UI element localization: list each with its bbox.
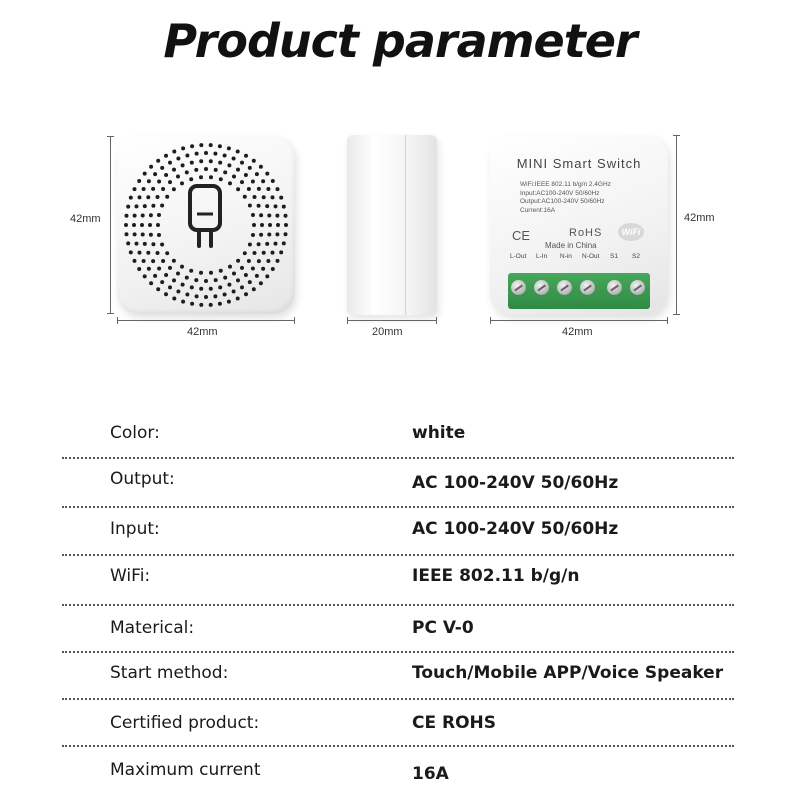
row-divider xyxy=(62,506,734,508)
spec-label: Color: xyxy=(110,423,160,443)
speaker-dot xyxy=(156,195,160,199)
speaker-dot xyxy=(157,213,161,217)
speaker-dot xyxy=(185,276,189,280)
speaker-dot xyxy=(147,267,151,271)
speaker-dot xyxy=(268,223,272,227)
speaker-dot xyxy=(199,287,203,291)
speaker-dot xyxy=(185,170,189,174)
speaker-dot xyxy=(252,159,256,163)
back-width-line xyxy=(490,320,668,321)
speaker-dot xyxy=(247,259,251,263)
speaker-dot xyxy=(199,159,203,163)
speaker-dot xyxy=(180,181,184,185)
speaker-dot xyxy=(156,287,160,291)
speaker-dot xyxy=(194,278,198,282)
front-height-tick-bottom xyxy=(107,313,114,314)
spec-row-start-method xyxy=(0,663,800,687)
spec-row-max-current xyxy=(0,760,800,784)
spec-value: AC 100-240V 50/60Hz xyxy=(412,473,619,493)
speaker-dot xyxy=(133,187,137,191)
speaker-dot xyxy=(232,290,236,294)
front-width-tick-left xyxy=(117,317,118,324)
speaker-dot xyxy=(176,272,180,276)
screw-icon xyxy=(534,280,549,295)
back-width-tick-right xyxy=(667,317,668,324)
speaker-dot xyxy=(190,285,194,289)
spec-row-wifi xyxy=(0,566,800,590)
speaker-dot xyxy=(213,152,217,156)
speaker-dot xyxy=(160,280,164,284)
speaker-dot xyxy=(247,187,251,191)
speaker-dot xyxy=(251,233,255,237)
speaker-dot xyxy=(141,214,145,218)
speaker-dot xyxy=(276,223,280,227)
speaker-dot xyxy=(265,242,269,246)
spec-row-color xyxy=(0,423,800,447)
speaker-dot xyxy=(244,273,248,277)
speaker-dot xyxy=(133,232,137,236)
terminal-block xyxy=(508,273,650,309)
speaker-dot xyxy=(236,278,240,282)
front-height-label: 42mm xyxy=(70,213,101,225)
speaker-dot xyxy=(181,283,185,287)
speaker-dot xyxy=(153,172,157,176)
speaker-dot xyxy=(228,265,232,269)
speaker-dot xyxy=(236,168,240,172)
front-device xyxy=(117,136,295,314)
speaker-dot xyxy=(284,214,288,218)
speaker-dot xyxy=(257,187,261,191)
speaker-dot xyxy=(124,223,128,227)
speaker-dot xyxy=(213,294,217,298)
speaker-dot xyxy=(165,251,169,255)
speaker-dot xyxy=(260,223,264,227)
speaker-dot xyxy=(223,154,227,158)
speaker-dot xyxy=(244,154,248,158)
speaker-dot xyxy=(274,242,278,246)
speaker-dot xyxy=(240,161,244,165)
speaker-dot xyxy=(143,274,147,278)
speaker-dot xyxy=(236,297,240,301)
speaker-dot xyxy=(156,251,160,255)
speaker-dot xyxy=(248,243,252,247)
speaker-dot xyxy=(227,300,231,304)
device-spec-line: WiFi:IEEE 802.11 b/g/n 2.4GHz xyxy=(520,181,611,188)
speaker-dot xyxy=(265,172,269,176)
speaker-dot xyxy=(132,223,136,227)
spec-label: Maximum current xyxy=(110,760,261,780)
speaker-dot xyxy=(279,250,283,254)
speaker-dot xyxy=(228,181,232,185)
speaker-dot xyxy=(251,267,255,271)
speaker-dot xyxy=(279,196,283,200)
speaker-dot xyxy=(240,180,244,184)
terminal-label: S1 xyxy=(610,253,618,260)
device-label-title: MINI Smart Switch xyxy=(516,156,642,171)
speaker-dot xyxy=(185,293,189,297)
speaker-dot xyxy=(199,143,203,147)
speaker-dot xyxy=(142,259,146,263)
speaker-dot xyxy=(284,232,288,236)
speaker-dot xyxy=(267,214,271,218)
spec-label: Materical: xyxy=(110,618,195,638)
speaker-dot xyxy=(253,195,257,199)
side-width-tick-right xyxy=(436,317,437,324)
speaker-dot xyxy=(133,214,137,218)
speaker-dot xyxy=(261,179,265,183)
terminal-label: S2 xyxy=(632,253,640,260)
speaker-dot xyxy=(232,175,236,179)
speaker-dot xyxy=(218,144,222,148)
back-width-tick-left xyxy=(490,317,491,324)
plug-icon xyxy=(190,186,220,246)
row-divider xyxy=(62,457,734,459)
speaker-dot xyxy=(240,266,244,270)
spec-label: Start method: xyxy=(110,663,229,683)
speaker-dot xyxy=(151,242,155,246)
speaker-dot xyxy=(135,242,139,246)
speaker-dot xyxy=(149,165,153,169)
spec-label: Output: xyxy=(110,469,175,489)
speaker-dot xyxy=(214,168,218,172)
page-title: Product parameter xyxy=(163,14,637,68)
speaker-dot xyxy=(204,167,208,171)
speaker-dot xyxy=(276,187,280,191)
speaker-dot xyxy=(157,267,161,271)
speaker-dot xyxy=(284,223,288,227)
speaker-dot xyxy=(275,232,279,236)
speaker-dot xyxy=(168,180,172,184)
rohs-mark: RoHS xyxy=(569,227,603,239)
speaker-dot xyxy=(164,173,168,177)
speaker-dot xyxy=(168,266,172,270)
spec-label: Input: xyxy=(110,519,160,539)
speaker-dot xyxy=(257,242,261,246)
speaker-dot xyxy=(148,223,152,227)
speaker-dot xyxy=(194,168,198,172)
speaker-dot xyxy=(151,187,155,191)
speaker-dot xyxy=(172,278,176,282)
speaker-dot xyxy=(195,294,199,298)
screw-icon xyxy=(630,280,645,295)
speaker-dot xyxy=(156,223,160,227)
speaker-dot xyxy=(219,177,223,181)
speaker-dot xyxy=(157,233,161,237)
speaker-dot xyxy=(195,152,199,156)
speaker-dot xyxy=(176,290,180,294)
speaker-dot xyxy=(218,302,222,306)
speaker-dot xyxy=(180,265,184,269)
speaker-dot xyxy=(251,180,255,184)
speaker-dot xyxy=(259,233,263,237)
side-width-line xyxy=(347,320,437,321)
speaker-dot xyxy=(218,285,222,289)
speaker-dot xyxy=(227,283,231,287)
speaker-dot xyxy=(129,250,133,254)
back-height-tick-bottom xyxy=(673,314,680,315)
speaker-dot xyxy=(160,166,164,170)
speaker-dot xyxy=(126,241,130,245)
speaker-dot xyxy=(232,272,236,276)
side-width-label: 20mm xyxy=(372,326,403,338)
speaker-dot xyxy=(143,172,147,176)
speaker-dot xyxy=(257,204,261,208)
speaker-dot xyxy=(137,179,141,183)
speaker-dot xyxy=(209,271,213,275)
speaker-dot xyxy=(282,241,286,245)
terminal-label: N-Out xyxy=(582,253,600,260)
screw-icon xyxy=(557,280,572,295)
device-spec-line: Output:AC100-240V 50/60Hz xyxy=(520,198,605,206)
speaker-dot xyxy=(252,223,256,227)
speaker-dot xyxy=(243,251,247,255)
speaker-dot xyxy=(236,150,240,154)
speaker-dot xyxy=(259,213,263,217)
speaker-dot xyxy=(172,297,176,301)
speaker-dot xyxy=(218,161,222,165)
front-height-tick-top xyxy=(107,136,114,137)
speaker-dot xyxy=(190,302,194,306)
speaker-dot xyxy=(257,259,261,263)
speaker-dot xyxy=(133,259,137,263)
spec-value: PC V-0 xyxy=(412,618,474,638)
spec-value: Touch/Mobile APP/Voice Speaker xyxy=(412,663,724,683)
speaker-dot xyxy=(209,287,213,291)
side-width-tick-left xyxy=(347,317,348,324)
speaker-dot xyxy=(176,157,180,161)
speaker-dot xyxy=(232,157,236,161)
speaker-dot xyxy=(248,166,252,170)
spec-value: IEEE 802.11 b/g/n xyxy=(412,566,580,586)
row-divider xyxy=(62,698,734,700)
speaker-dot xyxy=(266,187,270,191)
speaker-dot xyxy=(138,251,142,255)
spec-label: WiFi: xyxy=(110,566,151,586)
spec-value: AC 100-240V 50/60Hz xyxy=(412,519,619,539)
speaker-dot xyxy=(189,269,193,273)
spec-value: white xyxy=(412,423,466,443)
speaker-dot xyxy=(143,204,147,208)
speaker-dot xyxy=(168,161,172,165)
speaker-dot xyxy=(266,259,270,263)
speaker-dot xyxy=(146,195,150,199)
speaker-dot xyxy=(125,214,129,218)
side-device xyxy=(347,135,437,315)
speaker-dot xyxy=(251,213,255,217)
speaker-dot xyxy=(151,204,155,208)
speaker-dot xyxy=(274,204,278,208)
speaker-dot xyxy=(138,195,142,199)
speaker-dot xyxy=(140,223,144,227)
terminal-labels xyxy=(510,253,650,263)
speaker-dot xyxy=(265,274,269,278)
speaker-dot xyxy=(157,180,161,184)
spec-label: Certified product: xyxy=(110,713,260,733)
speaker-dot xyxy=(282,205,286,209)
speaker-dot xyxy=(214,278,218,282)
speaker-dot xyxy=(146,251,150,255)
speaker-dot xyxy=(172,259,176,263)
spec-row-certified xyxy=(0,713,800,737)
terminal-label: L-In xyxy=(536,253,548,260)
front-width-tick-right xyxy=(294,317,295,324)
side-seam xyxy=(405,135,406,315)
speaker-dot xyxy=(259,165,263,169)
speaker-dot xyxy=(181,163,185,167)
speaker-dot xyxy=(176,175,180,179)
speaker-dot xyxy=(143,242,147,246)
speaker-dot xyxy=(172,150,176,154)
front-height-line xyxy=(110,136,111,314)
speaker-dot xyxy=(151,259,155,263)
speaker-dot xyxy=(271,179,275,183)
speaker-dot xyxy=(156,159,160,163)
back-width-label: 42mm xyxy=(562,326,593,338)
speaker-dot xyxy=(137,267,141,271)
speaker-dot xyxy=(204,279,208,283)
speaker-dot xyxy=(209,175,213,179)
back-device xyxy=(490,135,668,315)
speaker-dot xyxy=(236,259,240,263)
speaker-dot xyxy=(185,154,189,158)
speaker-dot xyxy=(141,233,145,237)
speaker-grille xyxy=(117,136,295,314)
speaker-dot xyxy=(164,154,168,158)
speaker-dot xyxy=(240,285,244,289)
speaker-dot xyxy=(172,168,176,172)
speaker-dot xyxy=(181,146,185,150)
speaker-dot xyxy=(172,187,176,191)
wifi-logo-icon: WiFi xyxy=(618,223,644,241)
front-width-line xyxy=(117,320,295,321)
speaker-dot xyxy=(135,204,139,208)
back-height-line xyxy=(676,135,677,315)
speaker-dot xyxy=(125,232,129,236)
terminal-label: L-Out xyxy=(510,253,527,260)
speaker-dot xyxy=(227,146,231,150)
speaker-dot xyxy=(267,233,271,237)
speaker-dot xyxy=(199,175,203,179)
speaker-dot xyxy=(199,303,203,307)
speaker-dot xyxy=(190,161,194,165)
speaker-dot xyxy=(219,269,223,273)
screw-icon xyxy=(580,280,595,295)
made-in-label: Made in China xyxy=(545,241,597,250)
speaker-dot xyxy=(126,205,130,209)
speaker-dot xyxy=(160,243,164,247)
speaker-dot xyxy=(271,267,275,271)
row-divider xyxy=(62,554,734,556)
speaker-dot xyxy=(255,274,259,278)
back-height-label: 42mm xyxy=(684,212,715,224)
speaker-dot xyxy=(190,144,194,148)
speaker-dot xyxy=(253,251,257,255)
back-height-tick-top xyxy=(673,135,680,136)
spec-value: 16A xyxy=(412,764,449,784)
device-spec-line: Input:AC100-240V 50/60Hz xyxy=(520,189,600,197)
speaker-dot xyxy=(262,195,266,199)
speaker-dot xyxy=(275,214,279,218)
speaker-dot xyxy=(255,172,259,176)
speaker-dot xyxy=(161,187,165,191)
speaker-dot xyxy=(204,295,208,299)
row-divider xyxy=(62,604,734,606)
speaker-dot xyxy=(209,143,213,147)
speaker-dot xyxy=(276,259,280,263)
speaker-dot xyxy=(248,204,252,208)
speaker-dot xyxy=(244,292,248,296)
speaker-dot xyxy=(265,204,269,208)
device-spec-line: Current:16A xyxy=(520,206,556,214)
speaker-dot xyxy=(261,267,265,271)
speaker-dot xyxy=(181,300,185,304)
screw-icon xyxy=(607,280,622,295)
row-divider xyxy=(62,651,734,653)
speaker-dot xyxy=(149,281,153,285)
speaker-dot xyxy=(129,196,133,200)
speaker-dot xyxy=(262,251,266,255)
speaker-dot xyxy=(164,292,168,296)
speaker-dot xyxy=(248,280,252,284)
speaker-dot xyxy=(259,281,263,285)
speaker-dot xyxy=(147,179,151,183)
speaker-dot xyxy=(165,195,169,199)
speaker-dot xyxy=(189,177,193,181)
speaker-dot xyxy=(223,276,227,280)
speaker-dot xyxy=(252,287,256,291)
speaker-dot xyxy=(164,273,168,277)
spec-row-output xyxy=(0,469,800,493)
speaker-dot xyxy=(149,233,153,237)
speaker-dot xyxy=(199,271,203,275)
speaker-dot xyxy=(236,187,240,191)
speaker-dot xyxy=(209,303,213,307)
screw-icon xyxy=(511,280,526,295)
speaker-dot xyxy=(223,170,227,174)
speaker-dot xyxy=(149,213,153,217)
speaker-dot xyxy=(168,285,172,289)
front-width-label: 42mm xyxy=(187,326,218,338)
row-divider xyxy=(62,745,734,747)
speaker-dot xyxy=(204,151,208,155)
speaker-dot xyxy=(271,195,275,199)
speaker-dot xyxy=(160,204,164,208)
speaker-dot xyxy=(209,159,213,163)
speaker-dot xyxy=(227,163,231,167)
ce-mark: CE xyxy=(512,228,531,243)
device-label-specs xyxy=(520,181,611,215)
speaker-dot xyxy=(153,274,157,278)
terminal-label: N-in xyxy=(560,253,572,260)
speaker-dot xyxy=(223,293,227,297)
speaker-dot xyxy=(244,173,248,177)
speaker-dot xyxy=(243,195,247,199)
spec-row-input xyxy=(0,519,800,543)
spec-value: CE ROHS xyxy=(412,713,497,733)
speaker-dot xyxy=(142,187,146,191)
spec-row-material xyxy=(0,618,800,642)
speaker-dot xyxy=(271,251,275,255)
speaker-dot xyxy=(161,259,165,263)
